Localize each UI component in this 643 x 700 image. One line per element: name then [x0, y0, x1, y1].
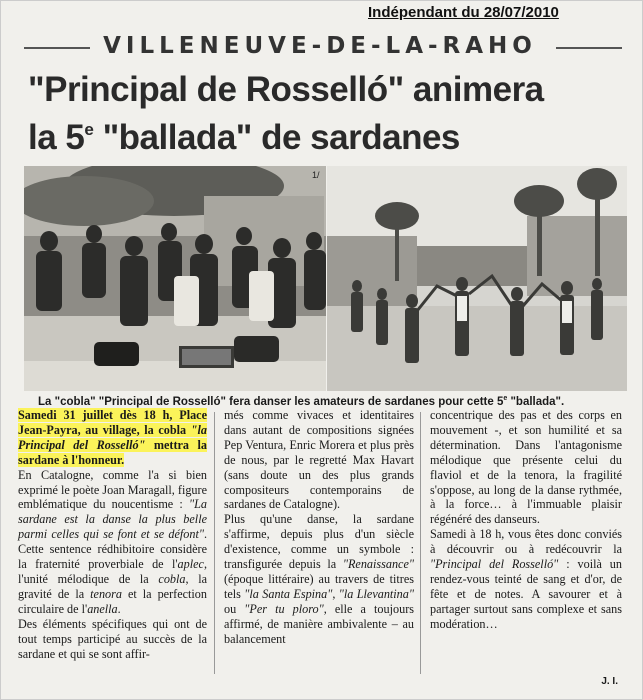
paragraph-4: Plus qu'une danse, la sardane s'affirme, depuis plus d'un siècle d'existence, comme un symbole : transfigurée depuis la "Renaissance" (époque littéraire) au travers de titres tels "la Santa Espina", "la Llevantina" ou "Per tu ploro", elle a toujours affirmé, de manière ambivalente – au balancement: [224, 512, 414, 646]
photo-marker: 1/: [312, 170, 320, 180]
kicker-rule-right: [556, 47, 622, 49]
photo-cobla-musicians: [24, 166, 326, 391]
column-divider-1: [214, 412, 215, 674]
headline-line-1: "Principal de Rosselló" animera: [28, 70, 544, 109]
paragraph-5: concentrique des pas et des corps en mouvement -, et son humilité et sa détermination. Dans l'antagonisme mélodique que présente celui du flaviol et de la tenora, la fragilité s'oppose, au long de la danse rythmée, à la force… à l'immuable plaisir régénéré des danseurs.: [430, 408, 622, 527]
paragraph-6: Samedi à 18 h, vous êtes donc conviés à découvrir ou à redécouvrir la "Principal del Rosselló" : voilà un rendez-vous teinté de sang et d'or, de fête et de notes. A savourer et à partager surtout sans complexe et sans modération…: [430, 527, 622, 631]
kicker-title: VILLENEUVE-DE-LA-RAHO: [103, 33, 537, 59]
source-label: Indépendant du 28/07/2010: [368, 4, 559, 21]
article-column-2: [224, 408, 414, 647]
headline: [28, 70, 628, 158]
article-column-1: [18, 408, 207, 661]
paragraph-2: Des éléments spécifiques qui ont de tout temps participé au succès de la sardane et qui se sont affir-: [18, 616, 207, 661]
author-signature: J. I.: [601, 676, 618, 687]
photo-caption: La "cobla" "Principal de Rosselló" fera danser les amateurs de sardanes pour cette 5e "ballada".: [38, 395, 565, 408]
headline-line-2: la 5e "ballada" de sardanes: [28, 118, 460, 157]
paragraph-3: més comme vivaces et identitaires dans autant de compositions signées Pep Ventura, Enric Morera et plus près de nous, par le regretté Max Havart (sans doute un des plus grands compositeurs contemporains de sardanes de Catalogne).: [224, 408, 414, 512]
article-column-3: [430, 408, 622, 632]
column-divider-2: [420, 412, 421, 674]
lead-paragraph: Samedi 31 juillet dès 18 h, Place Jean-Payra, au village, la cobla "la Principal del Rosselló" mettra la sardane à l'honneur.: [18, 408, 207, 467]
paragraph-1: En Catalogne, comme l'a si bien exprimé le poète Joan Maragall, figure emblématique du noucentisme : "La sardane est la danse la plus belle parmi celles qui se font et se défont". Cette sentence rédhibitoire considère la fraternité proverbiale de l'aplec, l'unité mélodique de la cobla, la gravité de la tenora et la perfection circulaire de l'anella.: [18, 467, 208, 616]
photo-sardane-dancers: [327, 166, 627, 391]
